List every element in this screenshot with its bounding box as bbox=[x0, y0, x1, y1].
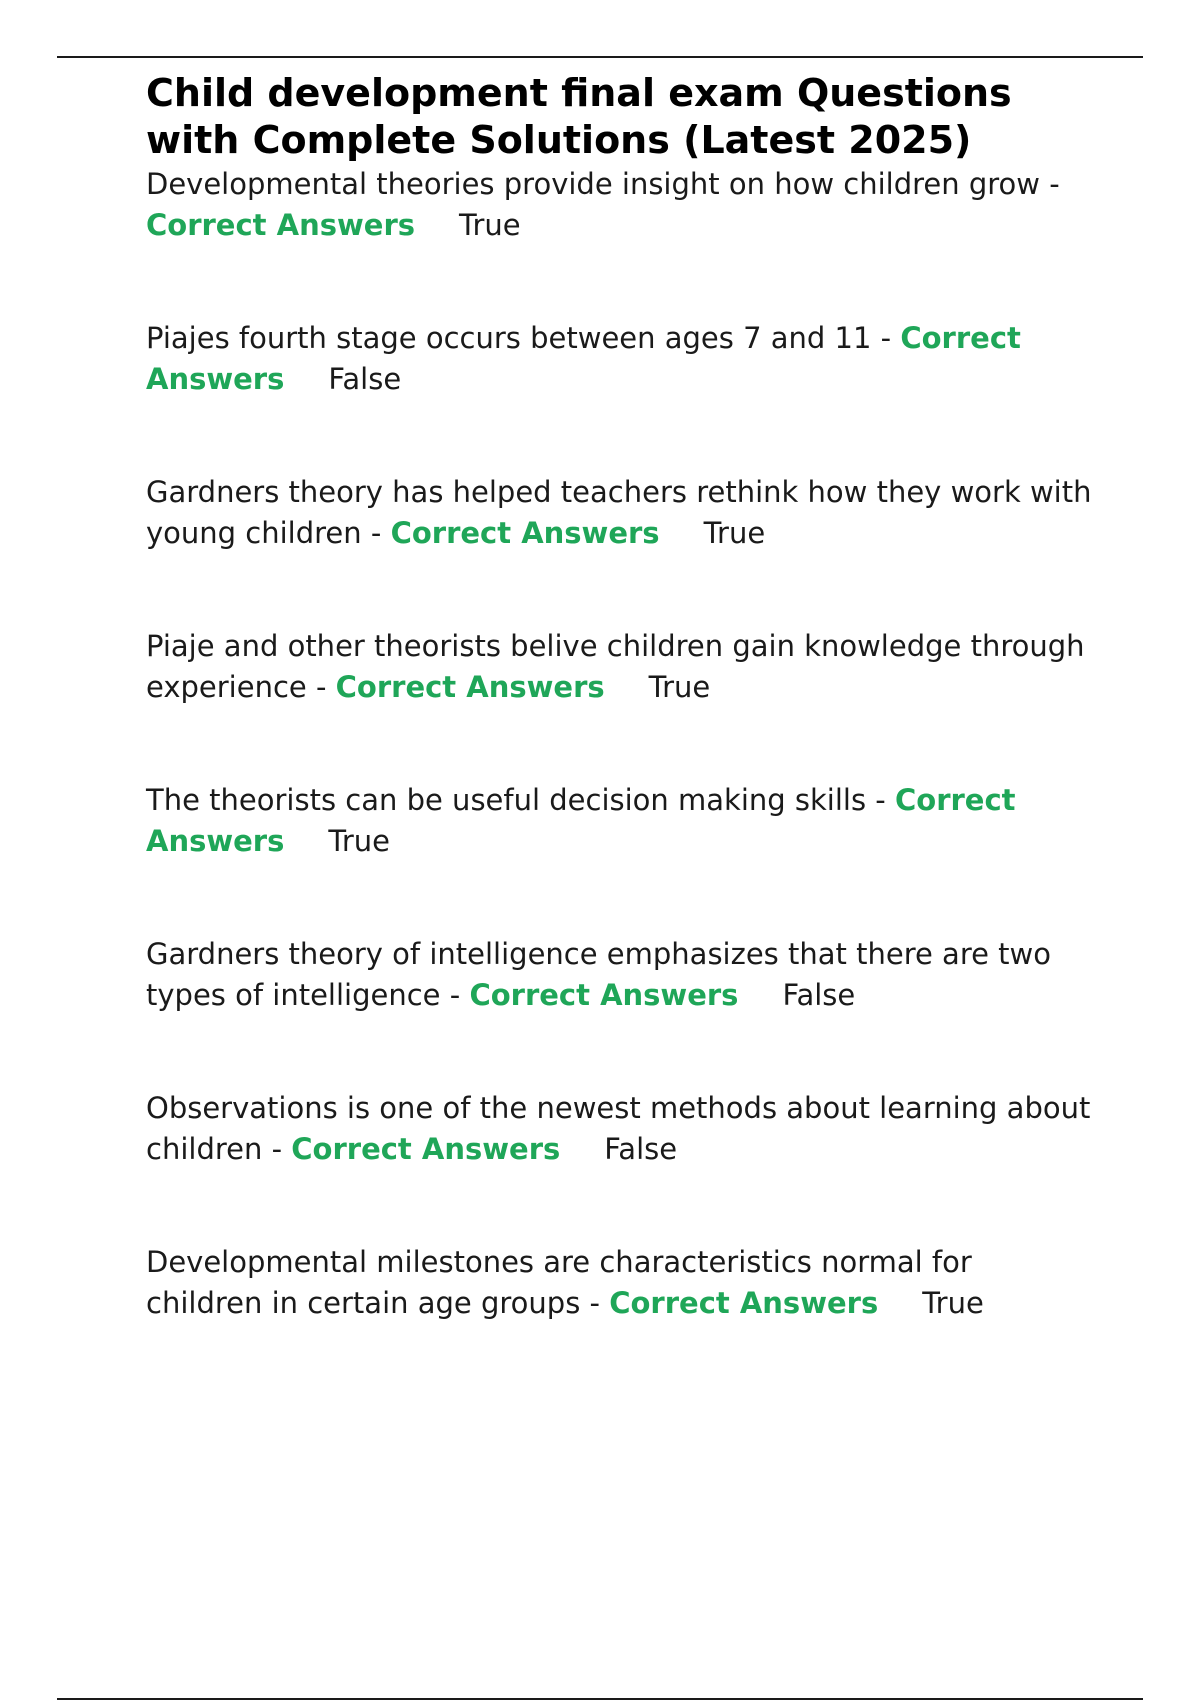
correct-answers-label: Correct Answers bbox=[335, 669, 605, 704]
qa-item bbox=[146, 1088, 1096, 1169]
separator: - bbox=[361, 515, 391, 550]
correct-answers-label: Correct Answers bbox=[469, 977, 739, 1012]
separator: - bbox=[866, 783, 895, 817]
question-text: Developmental theories provide insight on how children grow bbox=[146, 167, 1040, 201]
qa-item bbox=[146, 934, 1096, 1015]
correct-answers-label: Correct Answers bbox=[146, 783, 1016, 858]
qa-item bbox=[146, 626, 1096, 707]
separator: - bbox=[871, 321, 901, 355]
question-text: Gardners theory of intelligence emphasizes that there are two types of intelligence bbox=[146, 937, 1052, 1012]
qa-item bbox=[146, 164, 1096, 245]
answer-value: True bbox=[922, 1285, 984, 1320]
answer-value: True bbox=[648, 669, 711, 704]
answer-value: False bbox=[782, 977, 856, 1012]
question-text: Observations is one of the newest methods about learning about children bbox=[146, 1091, 1091, 1166]
correct-answers-label: Correct Answers bbox=[291, 1131, 561, 1166]
separator: - bbox=[1040, 167, 1060, 201]
document-body bbox=[146, 70, 1096, 1396]
qa-item bbox=[146, 318, 1096, 399]
qa-list bbox=[146, 164, 1096, 1323]
correct-answers-label: Correct Answers bbox=[609, 1285, 879, 1320]
top-rule bbox=[57, 56, 1143, 58]
answer-value: True bbox=[328, 823, 390, 858]
answer-value: True bbox=[459, 207, 521, 242]
question-text: Piaje and other theorists belive children gain knowledge through experience bbox=[146, 629, 1085, 704]
question-text: Developmental milestones are characteristics normal for children in certain age groups bbox=[146, 1245, 972, 1320]
separator: - bbox=[440, 977, 470, 1012]
document-title: Child development final exam Questions with Complete Solutions (Latest 2025) bbox=[146, 71, 1012, 162]
qa-item bbox=[146, 780, 1096, 861]
qa-item bbox=[146, 472, 1096, 553]
question-text: Piajes fourth stage occurs between ages 7 and 11 bbox=[146, 321, 872, 355]
answer-value: True bbox=[703, 515, 766, 550]
qa-item bbox=[146, 1242, 1096, 1323]
separator: - bbox=[580, 1285, 610, 1320]
separator: - bbox=[262, 1131, 292, 1166]
correct-answers-label: Correct Answers bbox=[146, 207, 416, 242]
correct-answers-label: Correct Answers bbox=[146, 321, 1021, 396]
question-text: Gardners theory has helped teachers rethink how they work with young children bbox=[146, 475, 1092, 550]
correct-answers-label: Correct Answers bbox=[390, 515, 660, 550]
answer-value: False bbox=[328, 361, 402, 396]
answer-value: False bbox=[604, 1131, 678, 1166]
separator: - bbox=[306, 669, 336, 704]
question-text: The theorists can be useful decision making skills bbox=[146, 783, 867, 817]
